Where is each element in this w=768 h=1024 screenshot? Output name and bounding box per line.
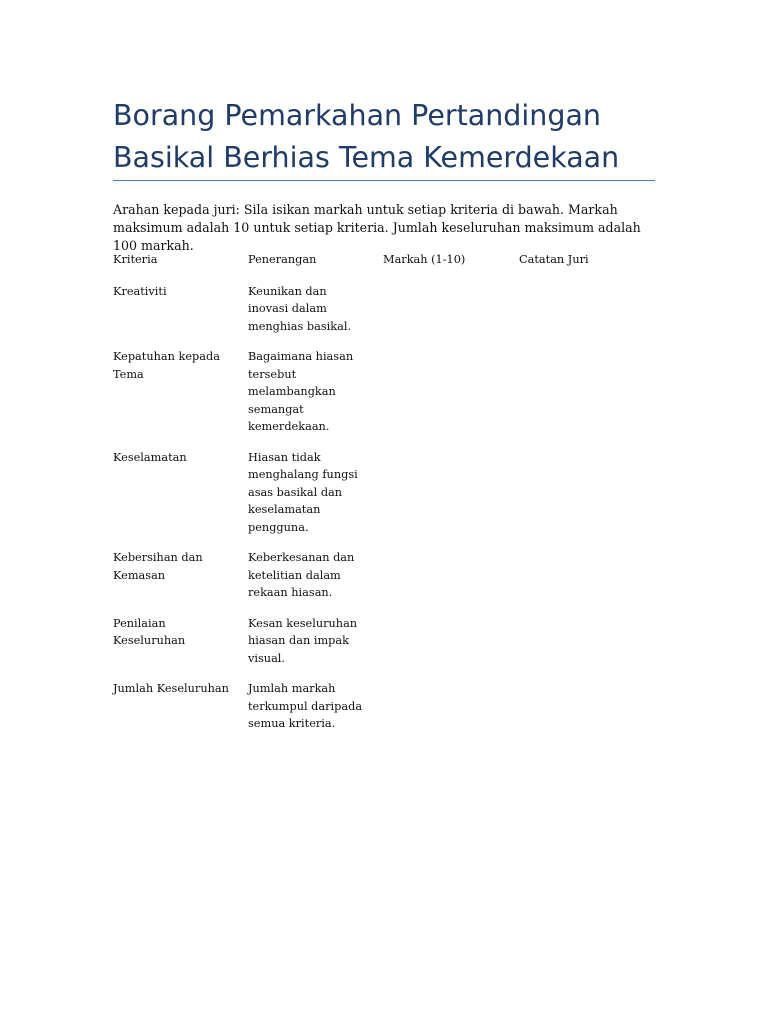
table-row bbox=[113, 549, 655, 615]
criterion-name: Kreativiti bbox=[113, 284, 167, 298]
criterion-description: Hiasan tidak menghalang fungsi asas basikal dan keselamatan pengguna. bbox=[248, 450, 358, 534]
scoring-table bbox=[113, 251, 655, 746]
score-cell[interactable] bbox=[383, 615, 519, 681]
judge-notes-cell[interactable] bbox=[519, 615, 655, 681]
header-markah: Markah (1-10) bbox=[383, 253, 466, 266]
table-row bbox=[113, 283, 655, 349]
judge-instructions: Arahan kepada juri: Sila isikan markah untuk setiap kriteria di bawah. Markah maksimum adalah 10 untuk setiap kriteria. Jumlah keseluruhan maksimum adalah 100 markah. bbox=[113, 202, 641, 253]
table-row bbox=[113, 449, 655, 550]
criterion-description: Jumlah markah terkumpul daripada semua kriteria. bbox=[248, 682, 363, 730]
page-title: Borang Pemarkahan Pertandingan Basikal Berhias Tema Kemerdekaan bbox=[113, 99, 620, 174]
judge-notes-cell[interactable] bbox=[519, 348, 655, 449]
table-header-row bbox=[113, 251, 655, 283]
header-penerangan: Penerangan bbox=[248, 253, 317, 266]
score-cell[interactable] bbox=[383, 449, 519, 550]
score-cell[interactable] bbox=[383, 549, 519, 615]
judge-notes-cell[interactable] bbox=[519, 680, 655, 746]
criterion-name: Jumlah Keseluruhan bbox=[113, 682, 229, 695]
criterion-description: Keunikan dan inovasi dalam menghias basikal. bbox=[248, 284, 352, 333]
header-kriteria: Kriteria bbox=[113, 253, 158, 266]
table-row bbox=[113, 680, 655, 746]
judge-notes-cell[interactable] bbox=[519, 283, 655, 349]
header-catatan: Catatan Juri bbox=[519, 253, 589, 266]
judge-notes-cell[interactable] bbox=[519, 449, 655, 550]
table-row bbox=[113, 615, 655, 681]
judge-notes-cell[interactable] bbox=[519, 549, 655, 615]
criterion-description: Bagaimana hiasan tersebut melambangkan semangat kemerdekaan. bbox=[248, 350, 354, 433]
criterion-name: Penilaian Keseluruhan bbox=[113, 616, 186, 647]
criterion-name: Kebersihan dan Kemasan bbox=[113, 551, 203, 582]
table-row bbox=[113, 348, 655, 449]
criterion-description: Kesan keseluruhan hiasan dan impak visual. bbox=[248, 616, 358, 665]
criterion-name: Kepatuhan kepada Tema bbox=[113, 350, 220, 381]
title-underline bbox=[113, 180, 655, 181]
score-cell[interactable] bbox=[383, 348, 519, 449]
score-cell[interactable] bbox=[383, 680, 519, 746]
criterion-description: Keberkesanan dan ketelitian dalam rekaan hiasan. bbox=[248, 551, 355, 599]
criterion-name: Keselamatan bbox=[113, 450, 187, 464]
score-cell[interactable] bbox=[383, 283, 519, 349]
